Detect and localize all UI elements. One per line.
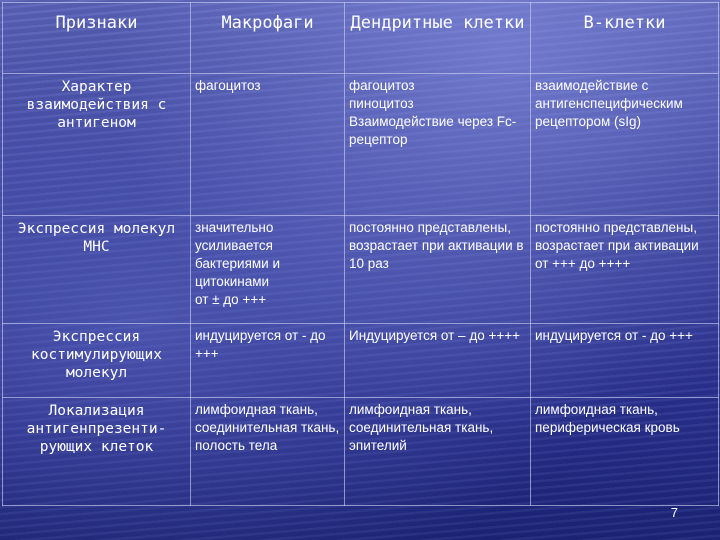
cell-macrophages: лимфоидная ткань, соединительная ткань, полость тела	[191, 398, 345, 506]
comparison-table	[2, 2, 719, 506]
table-row	[3, 74, 719, 216]
cell-dendritic: Индуцируется от – до ++++	[345, 324, 531, 398]
cell-macrophages: фагоцитоз	[191, 74, 345, 216]
cell-dendritic: лимфоидная ткань, соединительная ткань, эпителий	[345, 398, 531, 506]
header-row	[3, 3, 719, 74]
table-row	[3, 324, 719, 398]
cell-b-cells: лимфоидная ткань, периферическая кровь	[531, 398, 719, 506]
cell-dendritic: постоянно представлены, возрастает при активации в 10 раз	[345, 216, 531, 324]
cell-macrophages: индуцируется от - до +++	[191, 324, 345, 398]
row-label: Характер взаимодействия с антигеном	[3, 74, 191, 216]
cell-b-cells: индуцируется от - до +++	[531, 324, 719, 398]
row-label: Экспрессия костимулирующих молекул	[3, 324, 191, 398]
table-row	[3, 216, 719, 324]
page-number: 7	[670, 505, 678, 520]
cell-b-cells: постоянно представлены, возрастает при активации от +++ до ++++	[531, 216, 719, 324]
row-label: Локализация антигенпрезенти-рующих клеток	[3, 398, 191, 506]
header-features: Признаки	[3, 3, 191, 74]
row-label: Экспрессия молекул МНС	[3, 216, 191, 324]
cell-dendritic: фагоцитоз пиноцитоз Взаимодействие через Fc-рецептор	[345, 74, 531, 216]
cell-macrophages: значительно усиливается бактериями и цитокинами от ± до +++	[191, 216, 345, 324]
table-row	[3, 398, 719, 506]
cell-b-cells: взаимодействие с антигенспецифическим рецептором (sIg)	[531, 74, 719, 216]
header-dendritic-cells: Дендритные клетки	[345, 3, 531, 74]
header-b-cells: В-клетки	[531, 3, 719, 74]
header-macrophages: Макрофаги	[191, 3, 345, 74]
